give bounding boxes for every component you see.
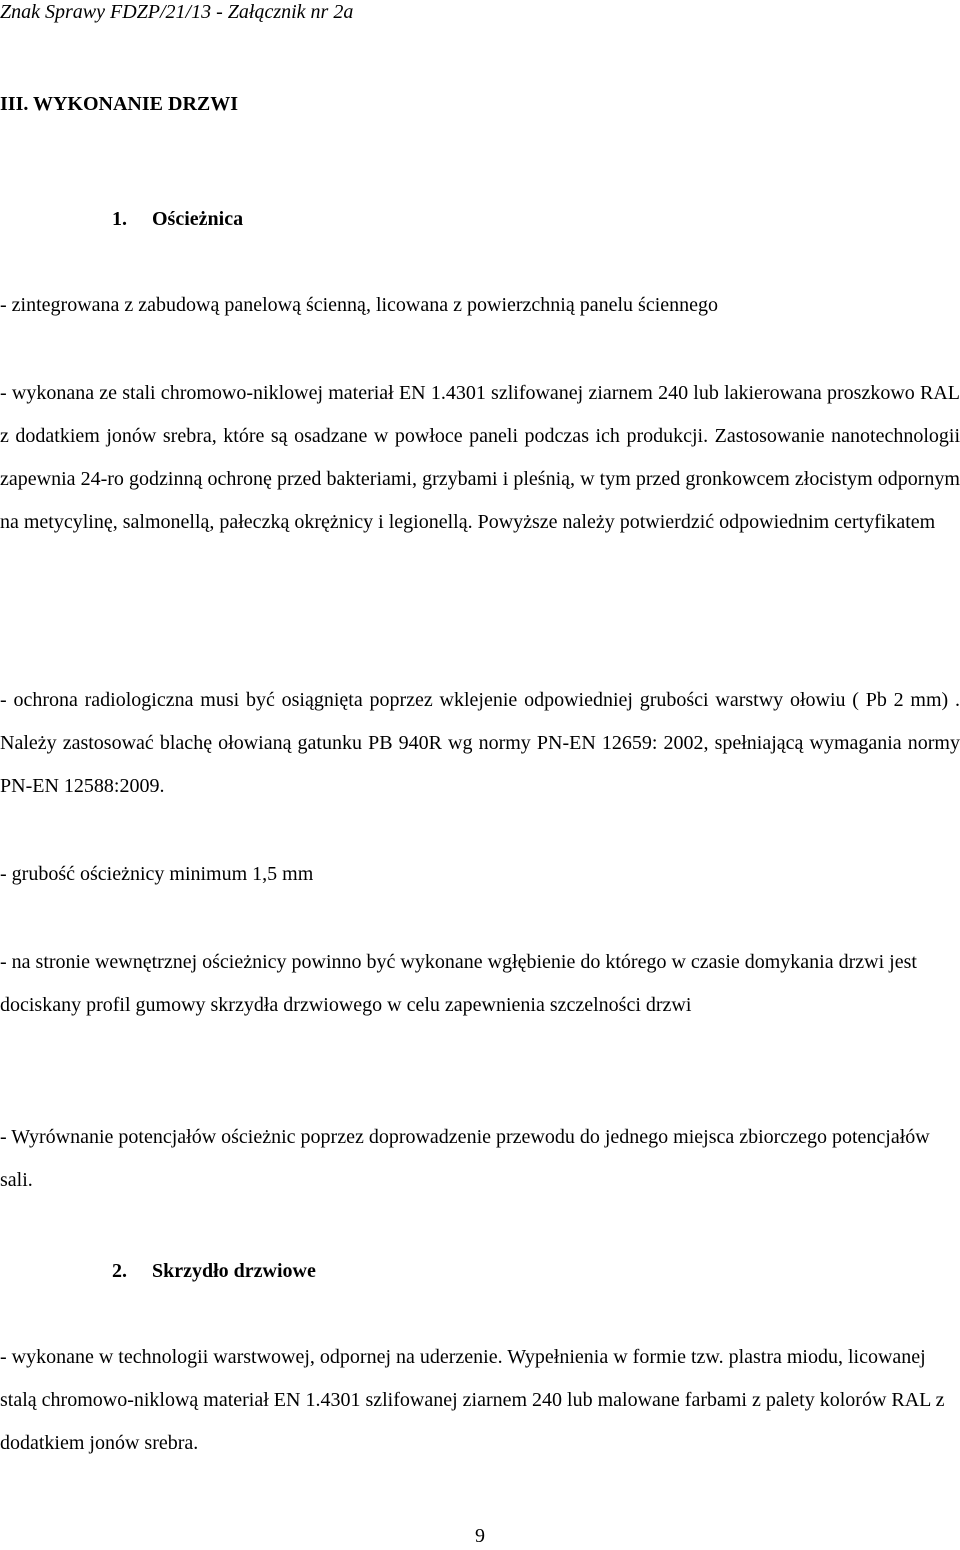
subsection-heading-1 bbox=[112, 207, 243, 231]
paragraph-frame-thickness: - grubość ościeżnicy minimum 1,5 mm bbox=[0, 863, 314, 885]
subsection-number: 1. bbox=[112, 208, 127, 230]
paragraph-door-leaf: - wykonane w technologii warstwowej, odpornej na uderzenie. Wypełnienia w formie tzw. plastra miodu, licowanej stalą chromowo-niklową materiał EN 1.4301 szlifowanej ziarnem 240 lub malowane farbami z palety kolorów RAL z dodatkiem jonów srebra. bbox=[0, 1346, 945, 1454]
paragraph-potential-equalization: - Wyrównanie potencjałów ościeżnic poprzez doprowadzenie przewodu do jednego miejsca zbiorczego potencjałów sali. bbox=[0, 1126, 930, 1191]
subsection-title: Skrzydło drzwiowe bbox=[152, 1260, 316, 1282]
document-header: Znak Sprawy FDZP/21/13 - Załącznik nr 2a bbox=[0, 1, 354, 23]
page-number: 9 bbox=[475, 1525, 485, 1547]
paragraph-frame-material: - wykonana ze stali chromowo-niklowej materiał EN 1.4301 szlifowanej ziarnem 240 lub lakierowana proszkowo RAL z dodatkiem jonów srebra, które są osadzane w powłoce paneli podczas ich produkcji. Zastosowanie nanotechnologii zapewnia 24-ro godzinną ochronę przed bakteriami, grzybami i pleśnią, w tym przed gronkowcem złocistym odpornym na metycylinę, salmonellą, pałeczką okrężnicy i legionellą. Powyższe należy potwierdzić odpowiednim certyfikatem bbox=[0, 382, 960, 533]
subsection-heading-2 bbox=[112, 1259, 316, 1283]
section-title: III. WYKONANIE DRZWI bbox=[0, 93, 239, 115]
paragraph-frame-recess: - na stronie wewnętrznej ościeżnicy powinno być wykonane wgłębienie do którego w czasie domykania drzwi jest dociskany profil gumowy skrzydła drzwiowego w celu zapewnienia szczelności drzwi bbox=[0, 951, 917, 1016]
paragraph-radiological-protection: - ochrona radiologiczna musi być osiągnięta poprzez wklejenie odpowiedniej grubości warstwy ołowiu ( Pb 2 mm) . Należy zastosować blachę ołowianą gatunku PB 940R wg normy PN-EN 12659: 2002, spełniającą wymagania normy PN-EN 12588:2009. bbox=[0, 689, 960, 797]
subsection-number: 2. bbox=[112, 1260, 127, 1282]
paragraph-frame-integration: - zintegrowana z zabudową panelową ścienną, licowana z powierzchnią panelu ściennego bbox=[0, 294, 719, 316]
subsection-title: Ościeżnica bbox=[152, 208, 244, 230]
